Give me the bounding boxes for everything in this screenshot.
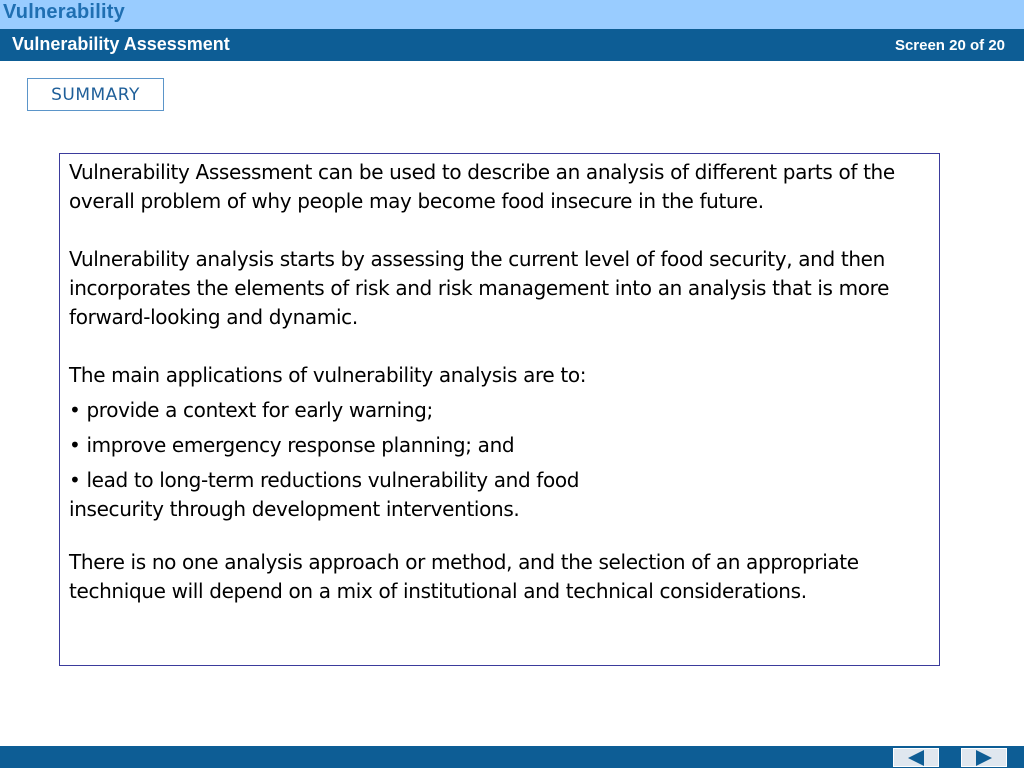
bottom-nav-bar: [0, 746, 1024, 768]
previous-screen-button[interactable]: [893, 748, 939, 767]
summary-label: SUMMARY: [27, 78, 164, 111]
section-header-bar: [0, 29, 1024, 61]
app-title: Vulnerability: [3, 1, 125, 23]
bullet-item: • lead to long-term reductions vulnerability and food: [69, 468, 580, 492]
list-intro: The main applications of vulnerability analysis are to:: [69, 363, 587, 387]
paragraph-approach: There is no one analysis approach or method, and the selection of an appropriate technique will depend on a mix of institutional and technical considerations.: [69, 550, 859, 603]
triangle-left-icon: [908, 750, 924, 766]
screen-counter: Screen 20 of 20: [894, 37, 1005, 54]
paragraph-definition: Vulnerability Assessment can be used to describe an analysis of different parts of the overall problem of why people may become food insecure in the future.: [69, 160, 895, 213]
bullet-item: • provide a context for early warning;: [69, 398, 433, 422]
triangle-right-icon: [976, 750, 992, 766]
paragraph-analysis: Vulnerability analysis starts by assessing the current level of food security, and then incorporates the elements of risk and risk management into an analysis that is more forward-looking and dynamic.: [69, 247, 890, 329]
bullet-item-continuation: insecurity through development interventions.: [69, 497, 520, 521]
content-text: [69, 158, 929, 606]
section-title: Vulnerability Assessment: [12, 34, 230, 54]
top-banner: [0, 0, 1024, 29]
next-screen-button[interactable]: [961, 748, 1007, 767]
bullet-item: • improve emergency response planning; and: [69, 433, 515, 457]
